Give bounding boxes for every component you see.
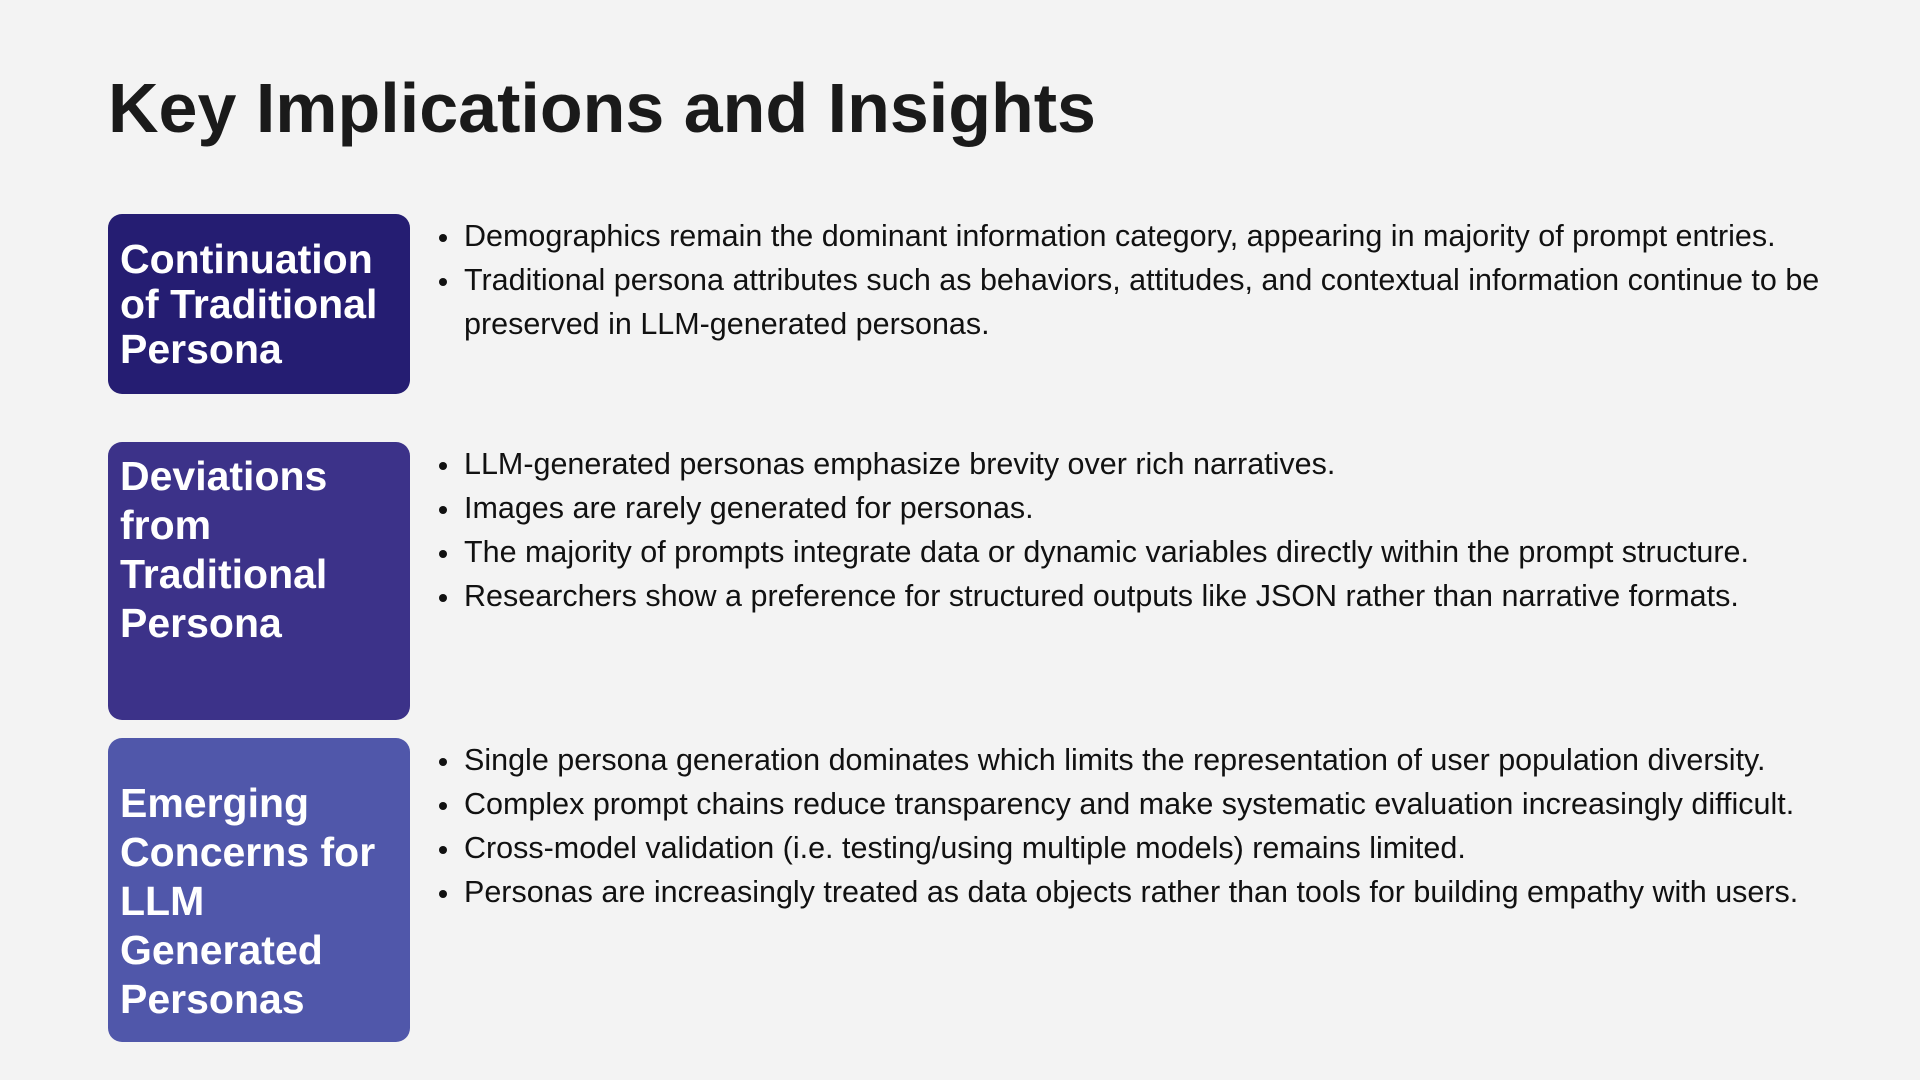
bullet-dot <box>439 890 447 898</box>
bullet-text: Traditional persona attributes such as behaviors, attitudes, and contextual information continue to be preserved in LLM-generated personas. <box>464 263 1820 341</box>
bullet-text: Cross-model validation (i.e. testing/using multiple models) remains limited. <box>464 831 1466 865</box>
bullet-dot <box>439 758 447 766</box>
bullet-text: Researchers show a preference for structured outputs like JSON rather than narrative formats. <box>464 579 1739 613</box>
list-item <box>439 574 1920 618</box>
bullet-dot <box>439 506 447 514</box>
bullet-dot <box>439 278 447 286</box>
bullet-text: The majority of prompts integrate data or dynamic variables directly within the prompt structure. <box>464 535 1749 569</box>
section-label-box <box>108 738 410 1042</box>
bullet-dot <box>439 550 447 558</box>
list-item <box>439 870 1920 914</box>
list-item <box>439 826 1920 870</box>
bullet-text: Images are rarely generated for personas. <box>464 491 1034 525</box>
bullet-list <box>439 738 1920 914</box>
list-item <box>439 214 1920 258</box>
list-item <box>439 258 1920 346</box>
list-item <box>439 486 1920 530</box>
page-title: Key Implications and Insights <box>108 69 1096 147</box>
bullet-text: LLM-generated personas emphasize brevity over rich narratives. <box>464 447 1336 481</box>
bullet-dot <box>439 594 447 602</box>
bullet-text: Demographics remain the dominant information category, appearing in majority of prompt entries. <box>464 219 1776 253</box>
bullet-dot <box>439 234 447 242</box>
bullet-text: Personas are increasingly treated as data objects rather than tools for building empathy with users. <box>464 875 1799 909</box>
bullet-dot <box>439 802 447 810</box>
bullet-text: Single persona generation dominates which limits the representation of user population diversity. <box>464 743 1766 777</box>
section-label: Continuation of Traditional Persona <box>120 235 378 372</box>
bullet-dot <box>439 462 447 470</box>
bullet-list <box>439 442 1920 618</box>
list-item <box>439 738 1920 782</box>
section-label: Emerging Concerns for LLM Generated Personas <box>120 780 376 1022</box>
bullet-dot <box>439 846 447 854</box>
list-item <box>439 530 1920 574</box>
list-item <box>439 442 1920 486</box>
bullet-list <box>439 214 1920 346</box>
list-item <box>439 782 1920 826</box>
section-label-box <box>108 442 410 720</box>
section-label-box <box>108 214 410 394</box>
bullet-text: Complex prompt chains reduce transparency and make systematic evaluation increasingly difficult. <box>464 787 1795 821</box>
section-label: Deviations from Traditional Persona <box>120 453 328 646</box>
